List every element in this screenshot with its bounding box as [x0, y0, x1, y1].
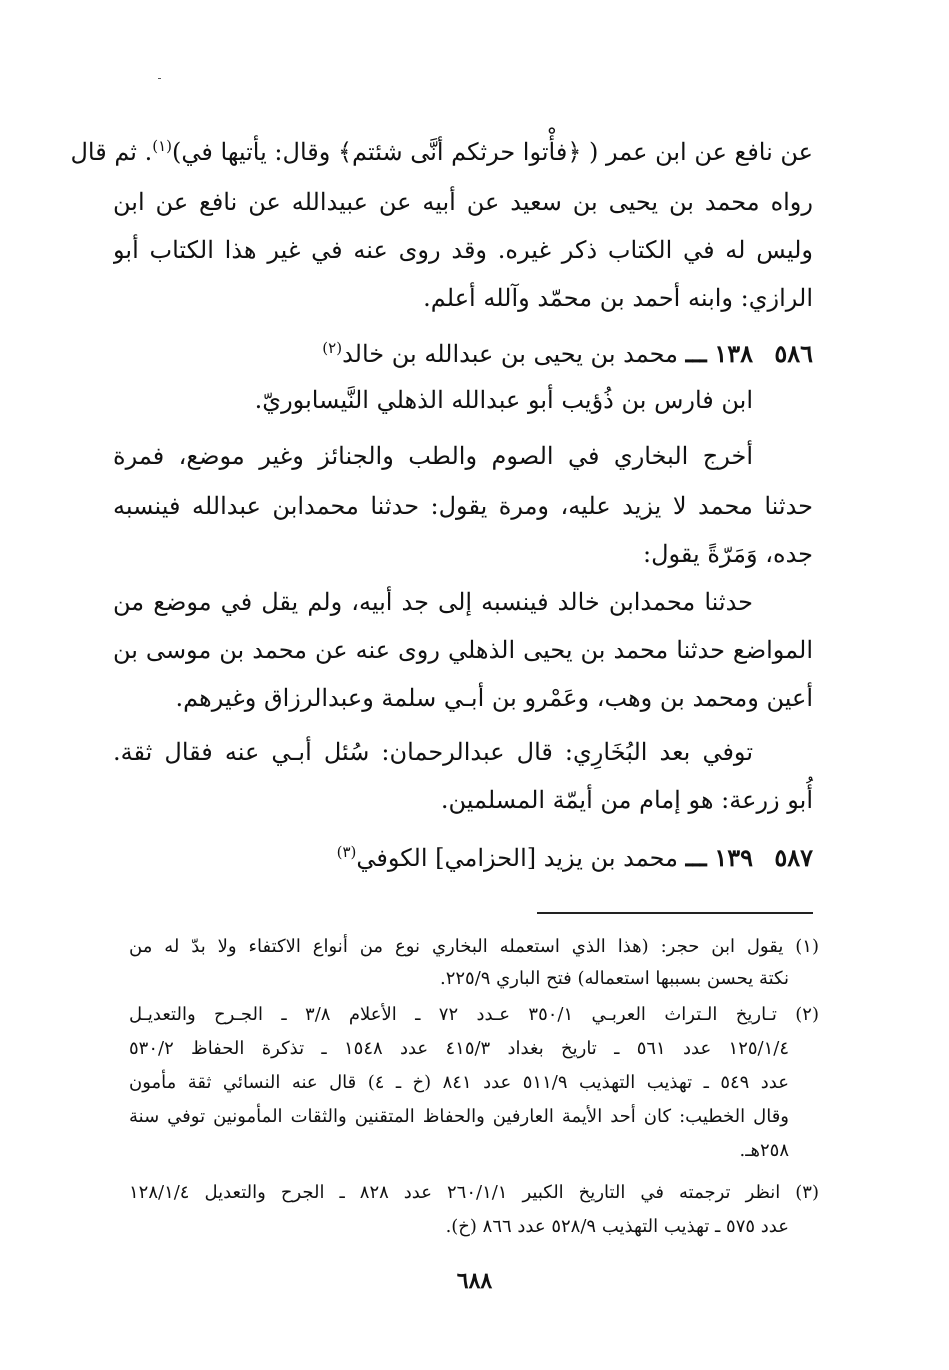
footnote-separator	[537, 912, 813, 914]
footnote-3-line-2: عدد ٥٧٥ ـ تهذيب التهذيب ٥٢٨/٩ عدد ٨٦٦ (خ).	[445, 1216, 789, 1237]
page-number: ٦٨٨	[456, 1268, 493, 1294]
footnote-2-line-4: وقال الخطيب: كان أحد الأيمة العارفين والحفاظ المتقنين والثقات المأمونين توفي سنة	[129, 1106, 789, 1127]
footnote-1-line-1: (١) يقول ابن حجر: (هذا الذي استعمله البخاري نوع من أنواع الاكتفاء ولا بدّ له من	[129, 936, 819, 957]
footnote-2-line-1: (٢) تـاريخ الـتراث العربـي ٣٥٠/١ عـدد ٧٢ ـ الأعلام ٣/٨ ـ الجـرح والتعديـل	[129, 1004, 819, 1025]
footnote-ref-2[interactable]: (٢)	[322, 339, 343, 357]
scan-mark	[158, 78, 161, 79]
paragraph-3-line-2: المواضع حدثنا محمد بن يحيى الذهلي روى عنه عن محمد بن موسى بن	[113, 636, 813, 664]
paragraph-1-line-4: الرازي: وابنه أحمد بن محمّد وآلله أعلم.	[423, 284, 813, 312]
entry-586-line-2: ابن فارس بن ذُؤيب أبو عبدالله الذهلي النَّيسابوريّ.	[254, 386, 753, 414]
paragraph-4-line-2: أُبو زرعة: هو إمام من أيمّة المسلمين.	[440, 786, 813, 814]
paragraph-4-line-1: توفي بعد البُخَارِي: قال عبدالرحمان: سُئل أبـي عنه فقال ثقة.	[113, 738, 753, 766]
paragraph-3-line-3: أعين ومحمد بن وهب، وعَمْرو بن أبـي سلمة وعبدالرزاق وغيرهم.	[175, 684, 813, 712]
footnote-ref-3[interactable]: (٣)	[336, 843, 357, 861]
paragraph-3-line-1: حدثنا محمدابن خالد فينسبه إلى جد أبيه، ولم يقل في موضع من	[113, 588, 753, 616]
footnote-2-line-3: عدد ٥٤٩ ـ تهذيب التهذيب ٥١١/٩ عدد ٨٤١ (خ ـ ٤) قال عنه النسائي ثقة مأمون	[129, 1072, 789, 1093]
footnote-ref-1[interactable]: (١)	[152, 137, 173, 155]
paragraph-2-line-3: جده، وَمَرّةً يقول:	[642, 540, 813, 568]
paragraph-2-line-1: أخرج البخاري في الصوم والطب والجنائز وغير موضع، فمرة	[113, 442, 753, 470]
entry-587-number: ٥٨٧	[774, 843, 813, 872]
entry-587-title: ١٣٩ ـــ محمد بن يزيد [الحزامي] الكوفي$^{(٣)}$	[336, 843, 753, 872]
paragraph-1-line-3: وليس له في الكتاب ذكر غيره. وقد روى عنه في غير هذا الكتاب أبو	[113, 236, 813, 264]
footnote-2-line-2: ١٢٥/١/٤ عدد ٥٦١ ـ تاريخ بغداد ٤١٥/٣ عدد ١٥٤٨ ـ تذكرة الحفاظ ٥٣٠/٢	[129, 1038, 789, 1059]
footnote-2-line-5: ٢٥٨هـ.	[739, 1140, 789, 1161]
paragraph-1-line-1: عن نافع عن ابن عمر ( ﴿فأْتوا حرثكم أنَّى شئتم﴾ وقال: يأتيها في)$^{(١)}$. ثم قال	[70, 137, 813, 166]
footnote-1-line-2: نكتة يحسن بسببها استعماله) فتح الباري ٢٢٥/٩.	[439, 968, 789, 989]
paragraph-1-line-2: رواه محمد بن يحيى بن سعيد عن أبيه عن عبيدالله عن نافع عن ابن	[113, 188, 813, 216]
footnote-3-line-1: (٣) انظر ترجمته في التاريخ الكبير ٢٦٠/١/١ عدد ٨٢٨ ـ الجرح والتعديل ١٢٨/١/٤	[129, 1182, 819, 1203]
entry-586-title: ١٣٨ ـــ محمد بن يحيى بن عبدالله بن خالد$^{(٢)}$	[322, 339, 753, 368]
entry-586-number: ٥٨٦	[774, 339, 813, 368]
paragraph-2-line-2: حدثنا محمد لا يزيد عليه، ومرة يقول: حدثنا محمدابن عبدالله فينسبه	[113, 492, 813, 520]
